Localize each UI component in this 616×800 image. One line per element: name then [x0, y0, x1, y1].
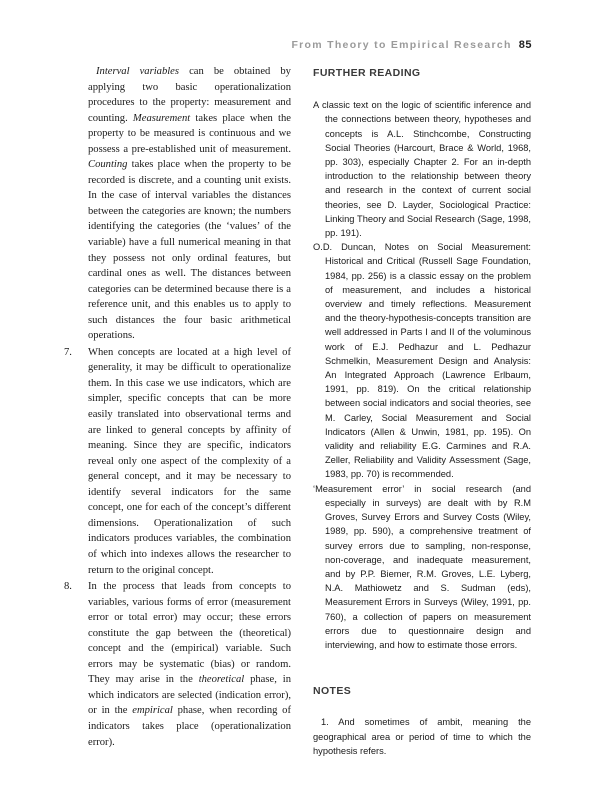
intro-text-3: takes place when the property to be recorded is discrete, and a counting unit exists. In the case of interval variables the distances between the categories are known; the numbers identifying the categories (the ‘values’ of the variable) have a full numerical meaning in that they possess not only ordinal features, but cardinal ones as well. The distances between categories can be determined because there is a reference unit, and this enables us to apply to such distances the four basic arithmetical operations.	[88, 159, 291, 342]
item8-text-3: phase, when recording of indicators takes place (operationalization error).	[88, 705, 292, 748]
intro-text-2: takes place when the property to be measured is continuous and we possess a pre-established unit of measurement.	[88, 112, 291, 155]
left-column	[64, 64, 291, 750]
running-title: From Theory to Empirical Research	[291, 39, 512, 51]
term-theoretical: theoretical	[198, 674, 245, 686]
interval-variables-paragraph	[64, 64, 291, 344]
item8-text-2: phase, in which indicators are selected (indication error), or in the	[88, 674, 291, 717]
reference-entry: A classic text on the logic of scientific inference and the connections between theory, hypotheses and concepts is A.L. Stinchcombe, Constructing Social Theories (Harcourt, Brace & World, 1968, pp. 303), especially Chapter 2. For an in-depth introduction to the relationship between theory and research in the context of current social theories, see D. Layder, Sociological Practice: Linking Theory and Social Research (Sage, 1998, pp. 191).	[313, 100, 531, 239]
reference-entry: O.D. Duncan, Notes on Social Measurement: Historical and Critical (Russell Sage Foundation, 1984, pp. 256) is a classic essay on the problem of measurement, and includes a historical overview and timely reflections. Measurement and the theory-hypothesis-concepts transition are well addressed in Parts I and II of the voluminous work of E.J. Pedhazur and L. Pedhazur Schmelkin, Measurement Design and Analysis: An Integrated Approach (Lawrence Erlbaum, 1991, pp. 819). On the critical relationship between social indicators and social theories, see M. Carley, Social Measurement and Social Indicators (Allen & Unwin, 1981, pp. 195). On validity and reliability E.G. Carmines and R.A. Zeller, Reliability and Validity Assessment (Sage, 1983, pp. 70) is recommended.	[313, 242, 531, 480]
note-text: And sometimes of ambit, meaning the geographical area or period of time to which the hypothesis refers.	[313, 717, 531, 756]
further-reading-heading: FURTHER READING	[313, 67, 421, 79]
note-entry	[313, 715, 531, 758]
notes-heading: NOTES	[313, 685, 352, 698]
item-text: When concepts are located at a high level of generality, it may be difficult to operationalize them. In this case we use indicators, which are simpler, specific concepts that can be more easily translated into observational terms and are linked to general concepts by affinity of meaning. Since they are specific, indicators reveal only one aspect of the complexity of a general concept, and it may be necessary to identify several indicators for the same concept, one for each of the concept’s different dimensions. Operationalization of such indicators produces variables, the combination of which into indexes allows the researcher to return to the original concept.	[88, 346, 291, 576]
list-item-8	[64, 579, 291, 750]
item-number: 8.	[64, 581, 72, 593]
term-interval-variables: Interval variables	[96, 66, 180, 77]
running-head	[270, 39, 532, 51]
page-number: 85	[518, 39, 532, 51]
item-number: 7.	[64, 346, 72, 358]
term-empirical: empirical	[132, 705, 173, 717]
intro-text-1: can be obtained by applying two basic operationalization procedures to the property: measurement and counting.	[88, 66, 291, 124]
right-column	[313, 64, 531, 758]
term-measurement: Measurement	[132, 112, 191, 124]
reference-entry: ‘Measurement error’ in social research (and especially in surveys) are dealt with by R.M Groves, Survey Errors and Survey Costs (Wiley, 1989, pp. 590), a comprehensive treatment of survey errors due to sampling, non-response, non-coverage, and inadequate measurement, and by P.P. Biemer, R.M. Groves, L.E. Lyberg, N.A. Mathiowetz and S. Sudman (eds), Measurement Errors in Surveys (Wiley, 1991, pp. 760), a collection of papers on measurement errors due to questionnaire design and interviewing, and how to estimate those errors.	[313, 483, 531, 650]
list-item-7	[64, 345, 291, 578]
term-counting: Counting	[88, 159, 128, 171]
note-number: 1.	[321, 717, 329, 728]
item8-text-1: In the process that leads from concepts to variables, various forms of error (measurement error or total error) may occur; these errors constitute the gap between the (theoretical) concept and the (empirical) variable. Such errors may be systematic (bias) or random. They may arise in the	[88, 581, 291, 686]
